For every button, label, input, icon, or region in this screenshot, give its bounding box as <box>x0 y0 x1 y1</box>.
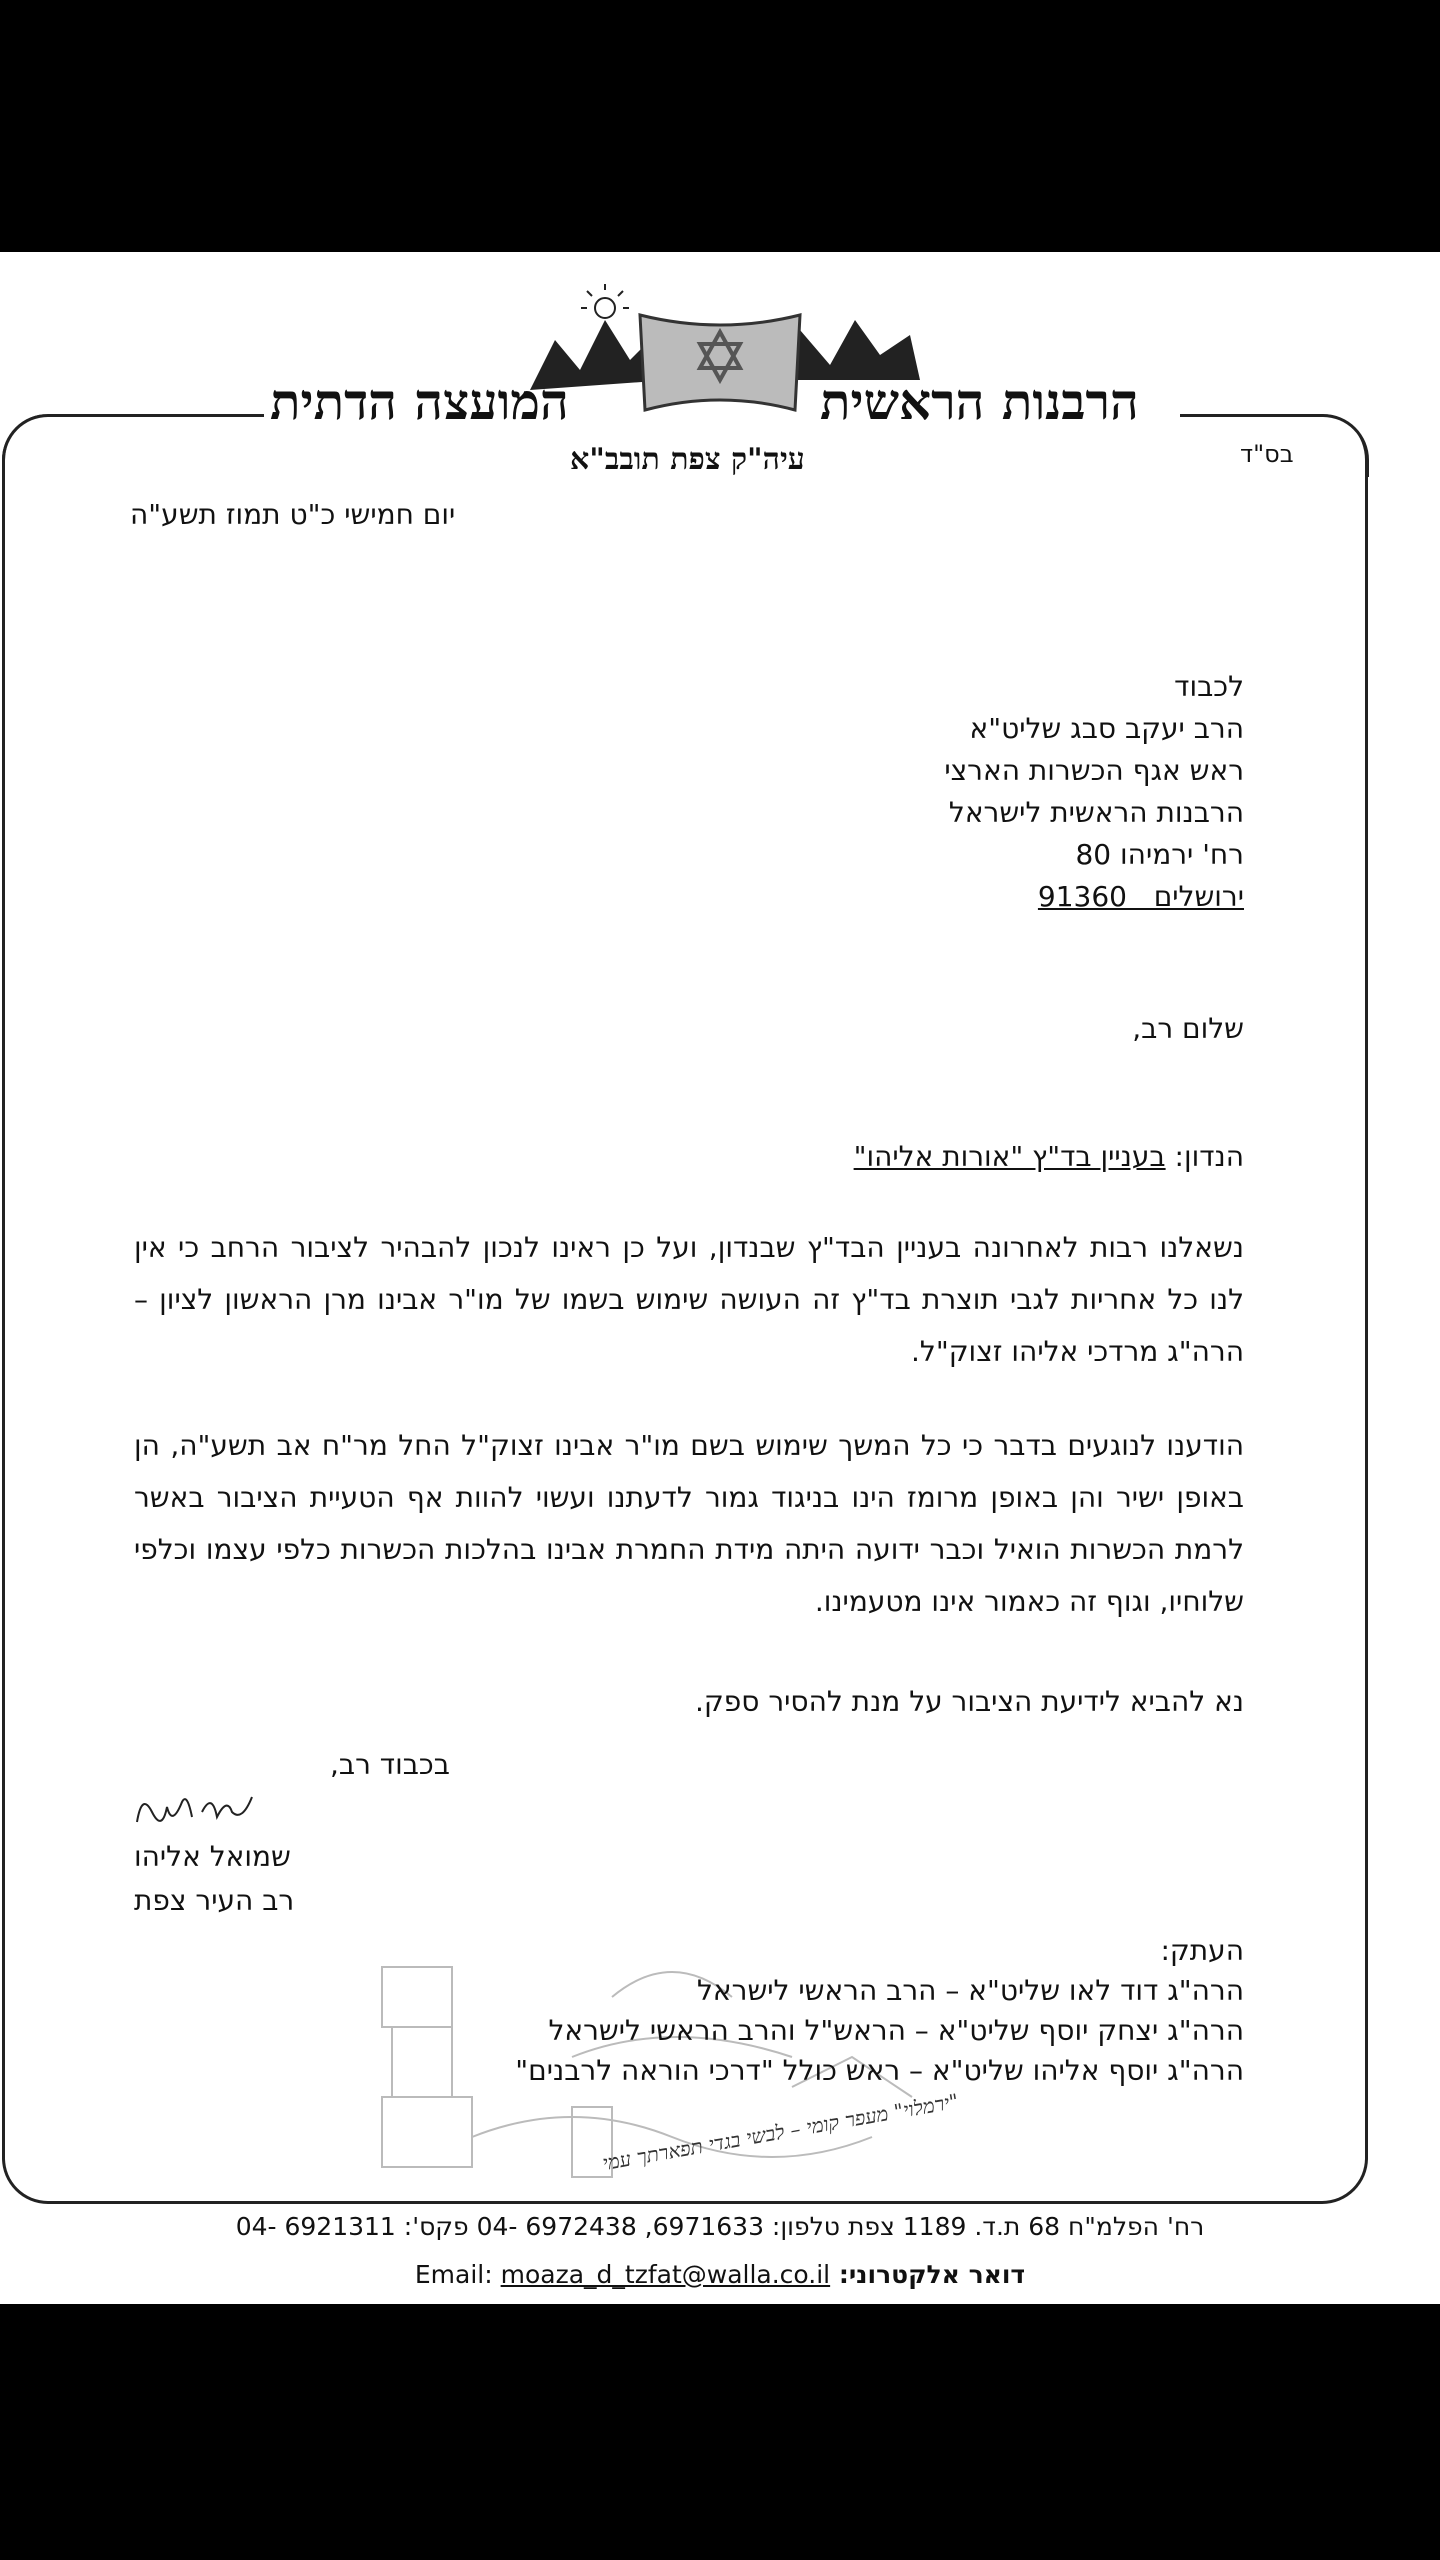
email-label: דואר אלקטרוני: <box>830 2260 1026 2289</box>
signer-name: שמואל אליהו <box>134 1840 291 1873</box>
signer-title: רב העיר צפת <box>134 1884 295 1917</box>
email-prefix: Email: <box>414 2260 501 2289</box>
subject-text: בעניין בד"ץ "אורות אליהו" <box>853 1140 1166 1173</box>
footer-address: רח' הפלמ"ח 68 ת.ד. 1189 צפת טלפון: 6971633, 6972438 -04 פקס': 6921311 -04 <box>235 2212 1205 2241</box>
email-block <box>415 2260 830 2289</box>
greeting: שלום רב, <box>1132 1012 1244 1045</box>
closing: בכבוד רב, <box>330 1748 450 1781</box>
border-top-left <box>2 414 65 477</box>
recipient-line: לכבוד <box>1174 670 1244 703</box>
handwritten-signature-icon <box>132 1782 262 1832</box>
stamp-text: "ירמלוי" מעפר קומי – לבשי בגדי תפארתך עמי <box>600 2088 961 2176</box>
letter-page <box>0 252 1440 2304</box>
footer-email-line <box>0 2260 1440 2289</box>
recipient-line: רח' ירמיהו 80 <box>1075 838 1244 871</box>
paragraph: הודענו לנוגעים בדבר כי כל המשך שימוש בשם מו"ר אבינו זצוק"ל החל מר"ח אב תשע"ה, הן באופן ישיר והן באופן מרומז הינו בניגוד גמור לדעתנו ועשוי להוות אף הטעיית הציבור באשר לרמת הכשרות הואיל וכבר ידועה היתה מידת החמרת אבינו בהלכות הכשרות כלפי עצמו וכלפי שלוחיו, וגוף זה כאמור אינו מטעמינו. <box>134 1429 1244 1618</box>
border-top-right <box>1306 414 1369 477</box>
copy-recipient: הרה"ג יצחק יוסף שליט"א – הראש"ל והרב הראשי לישראל <box>548 2014 1244 2047</box>
subject-line <box>854 1140 1244 1173</box>
letterhead-title-right: הרבנות הראשית <box>820 372 1139 431</box>
letterhead-subtitle: עיה"ק צפת תובב"א <box>570 442 805 477</box>
copies-heading: העתק: <box>1160 1934 1244 1967</box>
recipient-line: הרב יעקב סבג שליט"א <box>969 712 1244 745</box>
copy-recipient: הרה"ג דוד לאו שליט"א – הרב הראשי לישראל <box>697 1974 1244 2007</box>
paragraph: נא להביא לידיעת הציבור על מנת להסיר ספק. <box>695 1685 1244 1718</box>
paragraph: נשאלנו רבות לאחרונה בעניין הבד"ץ שבנדון, ועל כן ראינו לנכון להבהיר לציבור הרחב כי אין לנו כל אחריות לגבי תוצרת בד"ץ זה העושה שימוש בשמו של מו"ר אבינו מרן הראשון לציון – הרה"ג מרדכי אליהו זצוק"ל. <box>134 1231 1244 1368</box>
letter-date: יום חמישי כ"ט תמוז תשע"ה <box>130 498 456 531</box>
email-link[interactable]: moaza_d_tzfat@walla.co.il <box>500 2260 831 2289</box>
recipient-city: ירושלים 91360 <box>1037 880 1244 913</box>
subject-prefix: הנדון: <box>1165 1140 1244 1173</box>
bsd-mark: בס"ד <box>1240 440 1294 468</box>
copy-recipient: הרה"ג יוסף אליהו שליט"א – ראש כולל "דרכי הוראה לרבנים" <box>515 2054 1244 2087</box>
letterhead-title-left: המועצה הדתית <box>270 372 569 431</box>
recipient-line: ראש אגף הכשרות הארצי <box>944 754 1244 787</box>
recipient-line: הרבנות הראשית לישראל <box>948 796 1244 829</box>
